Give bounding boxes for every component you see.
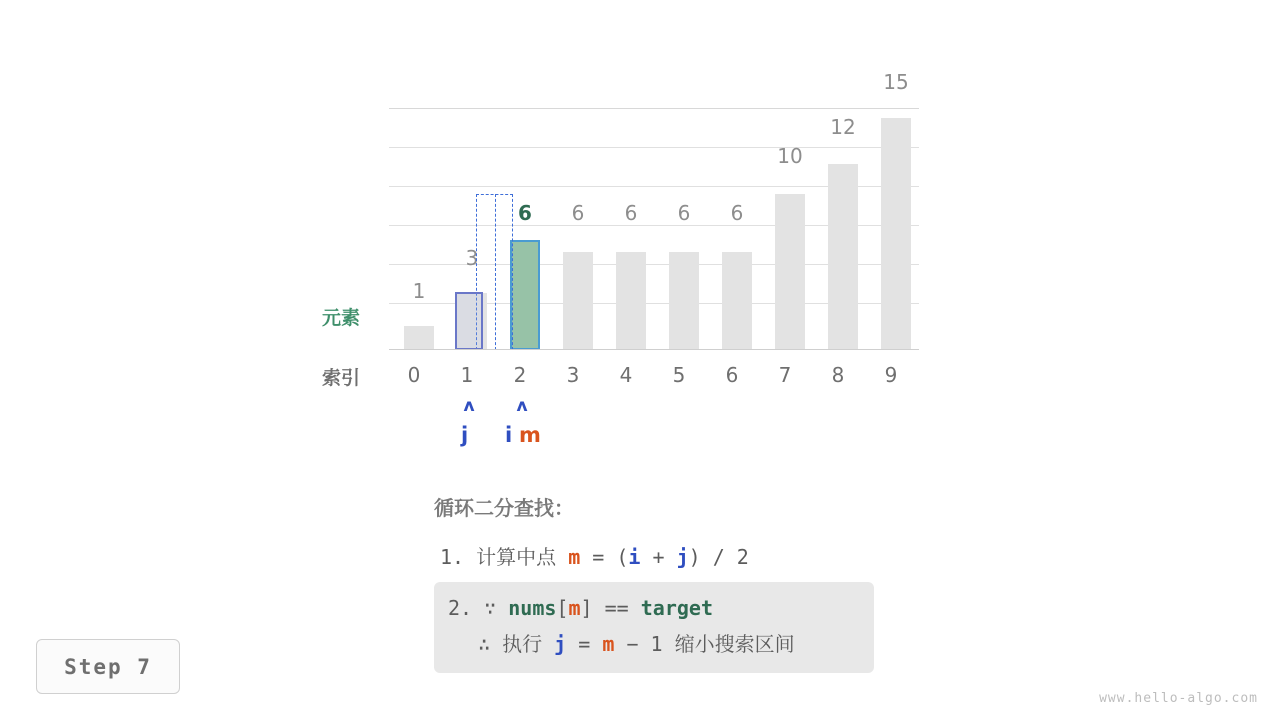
step-2-line-1 <box>448 596 856 620</box>
index-label-3: 3 <box>566 363 580 387</box>
bar-value-2: 6 <box>518 201 532 225</box>
bar-4 <box>616 252 646 350</box>
step-2-eq: == <box>604 596 629 620</box>
step-2-minus: − <box>626 632 639 656</box>
step-2-var-m: m <box>568 596 581 620</box>
caption-block <box>434 492 954 673</box>
pointer-j: j <box>461 423 469 447</box>
step-2-assign: = <box>578 632 591 656</box>
bar-outline-j <box>455 292 483 350</box>
step-2-nums: nums <box>508 596 557 620</box>
step-1-var-m: m <box>568 545 581 569</box>
bar-9 <box>881 118 911 350</box>
index-label-1: 1 <box>460 363 474 387</box>
index-label-6: 6 <box>725 363 739 387</box>
bar-7 <box>775 194 805 350</box>
index-label-5: 5 <box>672 363 686 387</box>
bar-value-0: 1 <box>412 279 426 303</box>
step-2-bracket-close: ] <box>580 596 593 620</box>
pointer-i: i <box>505 423 513 447</box>
bar-5 <box>669 252 699 350</box>
bar-0 <box>404 326 434 350</box>
step-2-target: target <box>640 596 713 620</box>
pointer-m: m <box>519 423 541 447</box>
step-1-number: 1. <box>440 545 465 569</box>
because-symbol: ∵ <box>484 596 497 620</box>
step-1-var-i: i <box>628 545 641 569</box>
therefore-symbol: ∴ <box>478 632 491 656</box>
step-1-eq: = ( <box>592 545 629 569</box>
index-label-0: 0 <box>407 363 421 387</box>
index-label-7: 7 <box>778 363 792 387</box>
caret-j-icon: ʌ <box>463 396 475 416</box>
row-label-element: 元素 <box>322 307 361 329</box>
step-2-bracket-open: [ <box>556 596 569 620</box>
step-1-line <box>434 541 954 570</box>
step-2-line-2 <box>448 628 856 657</box>
bar-value-3: 6 <box>571 201 585 225</box>
step-2-number: 2. <box>448 596 473 620</box>
bar-value-6: 6 <box>730 201 744 225</box>
index-label-4: 4 <box>619 363 633 387</box>
step-2-tail: 缩小搜索区间 <box>674 632 795 656</box>
step-2-var-m2: m <box>602 632 615 656</box>
bar-value-1: 3 <box>465 246 479 270</box>
step-1-plus: + <box>652 545 665 569</box>
step-2-var-j: j <box>554 632 567 656</box>
bar-8 <box>828 164 858 350</box>
axis-baseline <box>389 349 919 350</box>
search-range-divider <box>495 194 496 350</box>
caption-title: 循环二分查找： <box>434 496 574 520</box>
bar-6 <box>722 252 752 350</box>
index-label-8: 8 <box>831 363 845 387</box>
index-label-2: 2 <box>513 363 527 387</box>
step-2-box <box>434 582 874 673</box>
step-2-exec: 执行 <box>502 632 543 656</box>
bar-value-9: 15 <box>883 70 909 94</box>
bar-3 <box>563 252 593 350</box>
bar-2-highlighted <box>510 240 540 350</box>
step-1-text: 计算中点 <box>476 545 557 569</box>
step-1-tail: ) / 2 <box>688 545 749 569</box>
watermark: www.hello-algo.com <box>1099 691 1258 706</box>
step-badge: Step 7 <box>36 639 180 694</box>
bar-value-8: 12 <box>830 115 856 139</box>
index-label-9: 9 <box>884 363 898 387</box>
bar-value-5: 6 <box>677 201 691 225</box>
bar-value-7: 10 <box>777 144 803 168</box>
row-label-index: 索引 <box>322 367 361 389</box>
bar-value-4: 6 <box>624 201 638 225</box>
caret-im-icon: ʌ <box>516 396 528 416</box>
step-2-one: 1 <box>650 632 663 656</box>
step-1-var-j: j <box>676 545 689 569</box>
